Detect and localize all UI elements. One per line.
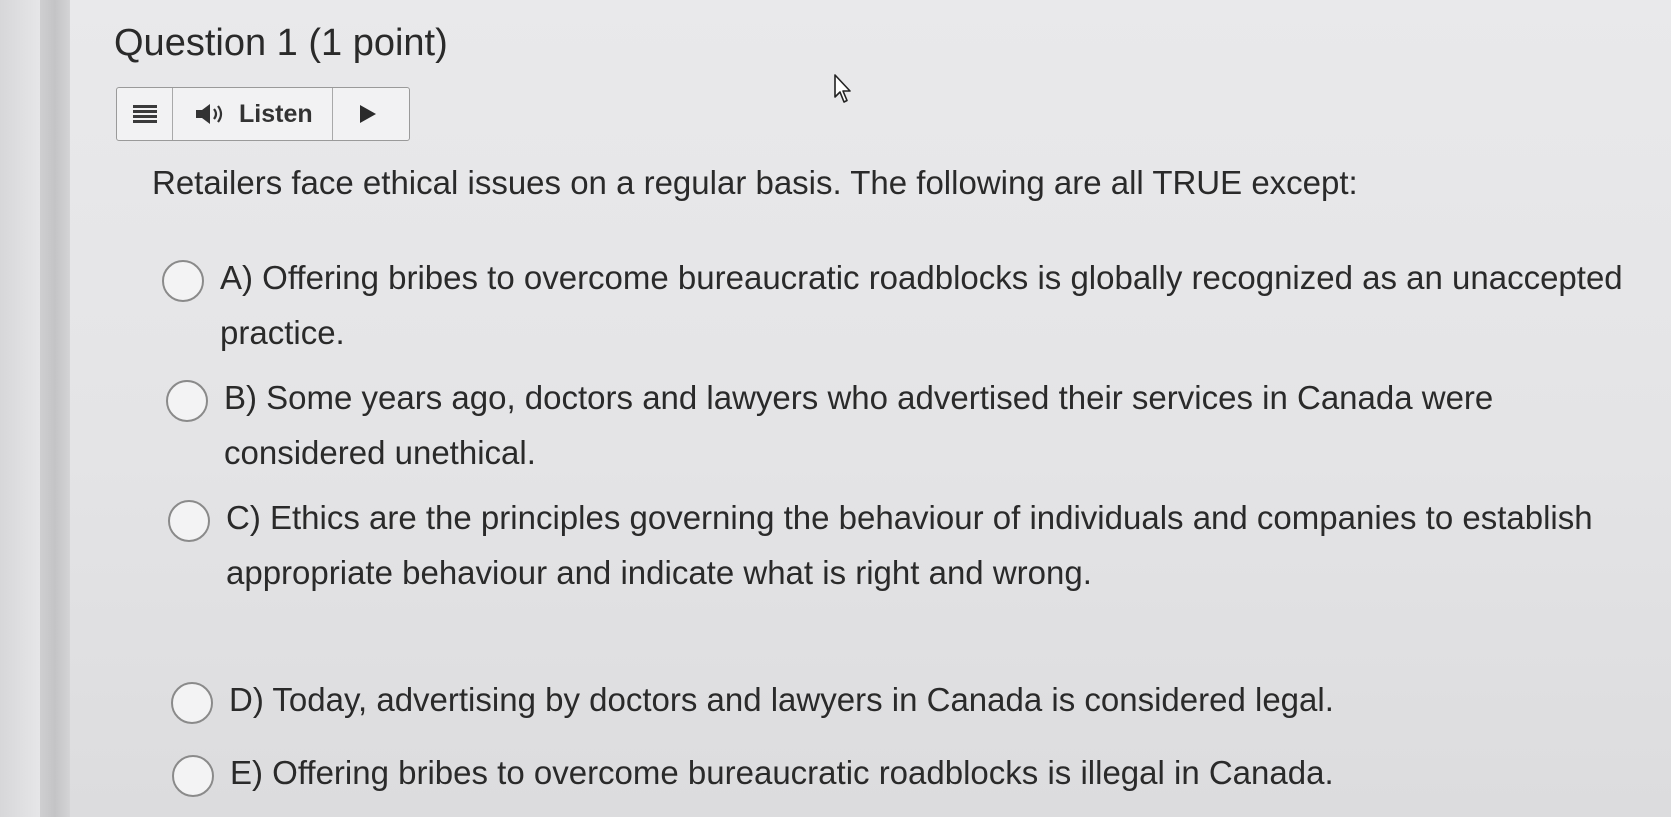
play-button[interactable] bbox=[333, 88, 409, 140]
listen-toolbar bbox=[116, 87, 410, 141]
choice-d-label: D) Today, advertising by doctors and lawyers in Canada is considered legal. bbox=[229, 681, 1334, 718]
left-margin bbox=[0, 0, 40, 817]
choice-e-label: E) Offering bribes to overcome bureaucratic roadblocks is illegal in Canada. bbox=[230, 754, 1334, 791]
listen-label: Listen bbox=[239, 99, 313, 128]
choice-a-label: A) Offering bribes to overcome bureaucratic roadblocks is globally recognized as an unaccepted practice. bbox=[220, 259, 1623, 351]
speaker-icon bbox=[193, 102, 229, 126]
radio-button-c[interactable] bbox=[168, 500, 210, 542]
question-prompt: Retailers face ethical issues on a regular basis. The following are all TRUE except: bbox=[152, 164, 1358, 201]
question-title: Question 1 (1 point) bbox=[114, 22, 448, 64]
listen-button[interactable] bbox=[173, 88, 333, 140]
question-panel bbox=[70, 0, 1671, 817]
choice-c[interactable] bbox=[168, 490, 1638, 600]
choice-b-label: B) Some years ago, doctors and lawyers who advertised their services in Canada were considered unethical. bbox=[224, 379, 1494, 471]
menu-button[interactable] bbox=[117, 88, 173, 140]
radio-button-a[interactable] bbox=[162, 260, 204, 302]
choice-b[interactable] bbox=[166, 370, 1636, 480]
radio-button-e[interactable] bbox=[172, 755, 214, 797]
mouse-cursor-icon bbox=[833, 73, 855, 105]
menu-icon bbox=[133, 105, 157, 123]
play-icon bbox=[360, 105, 376, 123]
choice-e[interactable] bbox=[172, 745, 1642, 800]
left-scroll-bar bbox=[40, 0, 70, 817]
choice-a[interactable] bbox=[162, 250, 1632, 360]
radio-button-b[interactable] bbox=[166, 380, 208, 422]
choice-c-label: C) Ethics are the principles governing the behaviour of individuals and companies to establish appropriate behaviour and indicate what is right and wrong. bbox=[226, 499, 1593, 591]
choice-d[interactable] bbox=[171, 672, 1641, 727]
radio-button-d[interactable] bbox=[171, 682, 213, 724]
